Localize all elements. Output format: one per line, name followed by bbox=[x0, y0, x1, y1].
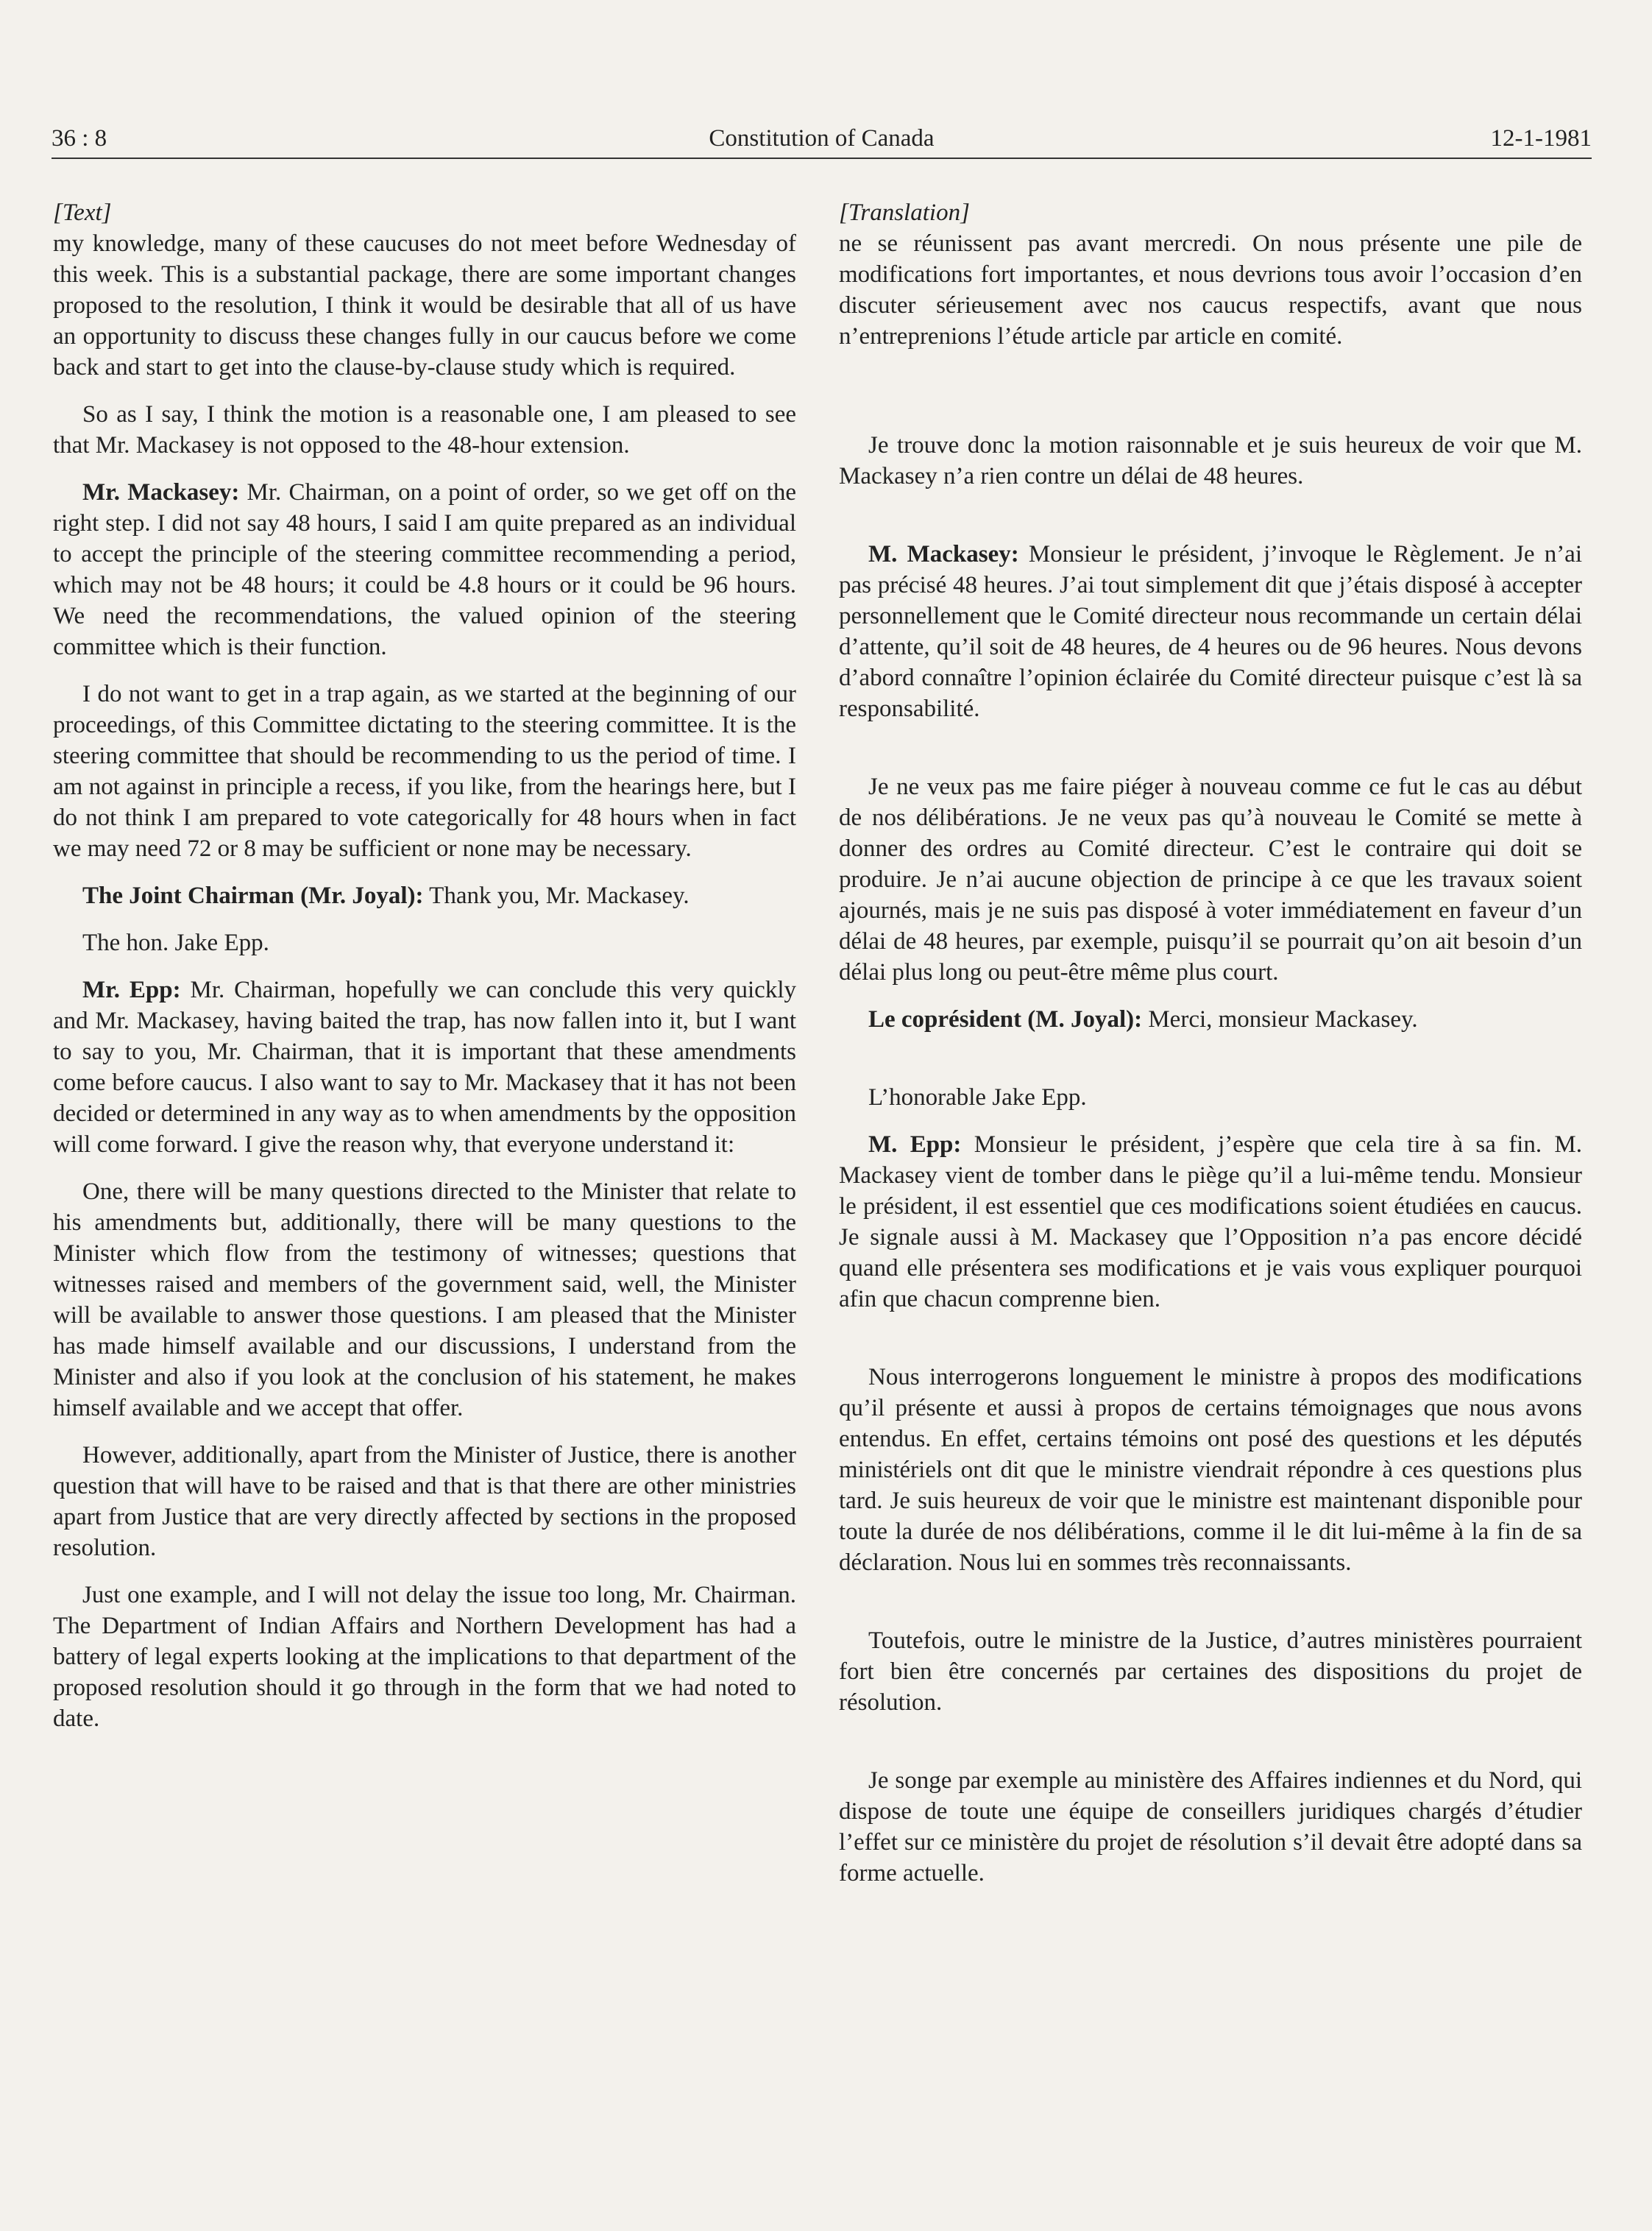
paragraph: However, additionally, apart from the Minister of Justice, there is another question that will have to be raised and that is that there are other ministries apart from Justice that are very directly affected by sections in the proposed resolution. bbox=[53, 1442, 796, 1561]
paragraph bbox=[839, 1004, 1582, 1035]
speech-text: Mr. Chairman, on a point of order, so we get off on the right step. I did not say 48 hours, I said I am quite prepared as an individual to accept the principle of the steering committee recommending a period, which may not be 48 hours; it could be 4.8 hours or it could be 96 hours. We need the recommendations, the valued opinion of the steering committee which is their function. bbox=[53, 479, 796, 660]
page-number: 36 : 8 bbox=[52, 125, 107, 152]
speech-text: Thank you, Mr. Mackasey. bbox=[423, 883, 689, 909]
speaker-name: M. Epp: bbox=[868, 1131, 962, 1158]
paragraph: my knowledge, many of these caucuses do not meet before Wednesday of this week. This is a substantial package, there are some important changes proposed to the resolution, I think it would be desirable that all of us have an opportunity to discuss these changes fully in our caucus before we come back and start to get into the clause-by-clause study which is required. bbox=[53, 230, 796, 381]
paragraph bbox=[53, 975, 796, 1160]
speech-text: Monsieur le président, j’espère que cela tire à sa fin. M. Mackasey vient de tomber dans le piège qu’il a lui-même tendu. Monsieur le président, il est essentiel que ces modifications soient étudiées en caucus. Je signale aussi à M. Mackasey que l’Opposition n’a pas encore décidé quand elle présentera ses modifications et je vais vous expliquer pourquoi afin que chacun comprenne bien. bbox=[839, 1131, 1582, 1312]
page-title: Constitution of Canada bbox=[709, 125, 935, 152]
speech-text: Monsieur le président, j’invoque le Règlement. Je n’ai pas précisé 48 heures. J’ai tout simplement dit que j’étais disposé à accepter personnellement que le Comité directeur nous recommande un certain délai d’attente, qu’il soit de 48 heures, de 4 heures ou de 96 heures. Nous devons d’abord connaître l’opinion éclairée du Comité directeur puisque c’est là sa responsabilité. bbox=[839, 541, 1582, 722]
speaker-name: Le coprésident (M. Joyal): bbox=[868, 1006, 1143, 1033]
page-date: 12-1-1981 bbox=[1490, 125, 1592, 152]
text-label: [Text] bbox=[53, 199, 112, 226]
speaker-name: The Joint Chairman (Mr. Joyal): bbox=[82, 883, 424, 909]
paragraph: The hon. Jake Epp. bbox=[82, 930, 269, 956]
paragraph: ne se réunissent pas avant mercredi. On nous présente une pile de modifications fort importantes, et nous devrions tous avoir l’occasion d’en discuter sérieusement avec nos caucus respectifs, avant que nous n’entreprenions l’étude article par article en comité. bbox=[839, 230, 1582, 350]
speech-text: Merci, monsieur Mackasey. bbox=[1142, 1006, 1418, 1033]
speaker-name: Mr. Mackasey: bbox=[82, 479, 240, 506]
speaker-name: Mr. Epp: bbox=[82, 977, 181, 1003]
paragraph: Je songe par exemple au ministère des Affaires indiennes et du Nord, qui dispose de toute une équipe de conseillers juridiques chargés d’étudier l’effet sur ce ministère du projet de résolution s’il devait être adopté dans sa forme actuelle. bbox=[839, 1767, 1582, 1887]
paragraph: Je trouve donc la motion raisonnable et je suis heureux de voir que M. Mackasey n’a rien contre un délai de 48 heures. bbox=[839, 432, 1582, 489]
paragraph: L’honorable Jake Epp. bbox=[868, 1084, 1087, 1111]
english-column bbox=[53, 197, 796, 1734]
paragraph: Just one example, and I will not delay the issue too long, Mr. Chairman. The Department of Indian Affairs and Northern Development has had a battery of legal experts looking at the implications to that department of the proposed resolution should it go through in the form that we had noted to date. bbox=[53, 1582, 796, 1732]
french-column bbox=[839, 197, 1582, 1889]
paragraph: One, there will be many questions directed to the Minister that relate to his amendments but, additionally, there will be many questions to the Minister which flow from the testimony of witnesses; questions that witnesses raised and members of the government said, well, the Minister will be available to answer those questions. I am pleased that the Minister has made himself available and our discussions, I understand from the Minister and also if you look at the conclusion of his statement, he makes himself available and we accept that offer. bbox=[53, 1178, 796, 1421]
page-header bbox=[52, 119, 1592, 159]
speaker-name: M. Mackasey: bbox=[868, 541, 1019, 568]
translation-label: [Translation] bbox=[839, 199, 970, 226]
paragraph bbox=[839, 1129, 1582, 1315]
paragraph: Toutefois, outre le ministre de la Justice, d’autres ministères pourraient fort bien être concernés par certaines des dispositions du projet de résolution. bbox=[839, 1627, 1582, 1716]
paragraph: Je ne veux pas me faire piéger à nouveau comme ce fut le cas au début de nos délibérations. Je ne veux pas qu’à nouveau le Comité se mette à donner des ordres au Comité directeur. C’est le contraire qui doit se produire. Je n’ai aucune objection de principe à ce que les travaux soient ajournés, mais je ne suis pas disposé à voter immédiatement en faveur d’un délai de 48 heures, par exemple, puisqu’il se pourrait qu’on ait besoin d’un délai plus long ou peut-être même plus court. bbox=[839, 774, 1582, 986]
paragraph bbox=[839, 539, 1582, 724]
paragraph: Nous interrogerons longuement le ministre à propos des modifications qu’il présente et aussi à propos de certains témoignages que nous avons entendus. En effet, certains témoins ont posé des questions et les députés ministériels ont dit que le ministre viendrait répondre à ces questions plus tard. Je suis heureux de voir que le ministre est maintenant disponible pour toute la durée de nos délibérations, comme il le dit lui-même à la fin de sa déclaration. Nous lui en sommes très reconnaissants. bbox=[839, 1364, 1582, 1576]
paragraph bbox=[53, 477, 796, 662]
paragraph: So as I say, I think the motion is a reasonable one, I am pleased to see that Mr. Mackasey is not opposed to the 48-hour extension. bbox=[53, 401, 796, 459]
speech-text: Mr. Chairman, hopefully we can conclude this very quickly and Mr. Mackasey, having baited the trap, has now fallen into it, but I want to say to you, Mr. Chairman, that it is important that these amendments come before caucus. I also want to say to Mr. Mackasey that it has not been decided or determined in any way as to when amendments by the opposition will come forward. I give the reason why, that everyone understand it: bbox=[53, 977, 796, 1158]
paragraph bbox=[53, 880, 796, 911]
paragraph: I do not want to get in a trap again, as we started at the beginning of our proceedings, of this Committee dictating to the steering committee. It is the steering committee that should be recommending to us the period of time. I am not against in principle a recess, if you like, from the hearings here, but I do not think I am prepared to vote categorically for 48 hours when in fact we may need 72 or 8 may be sufficient or none may be necessary. bbox=[53, 681, 796, 862]
